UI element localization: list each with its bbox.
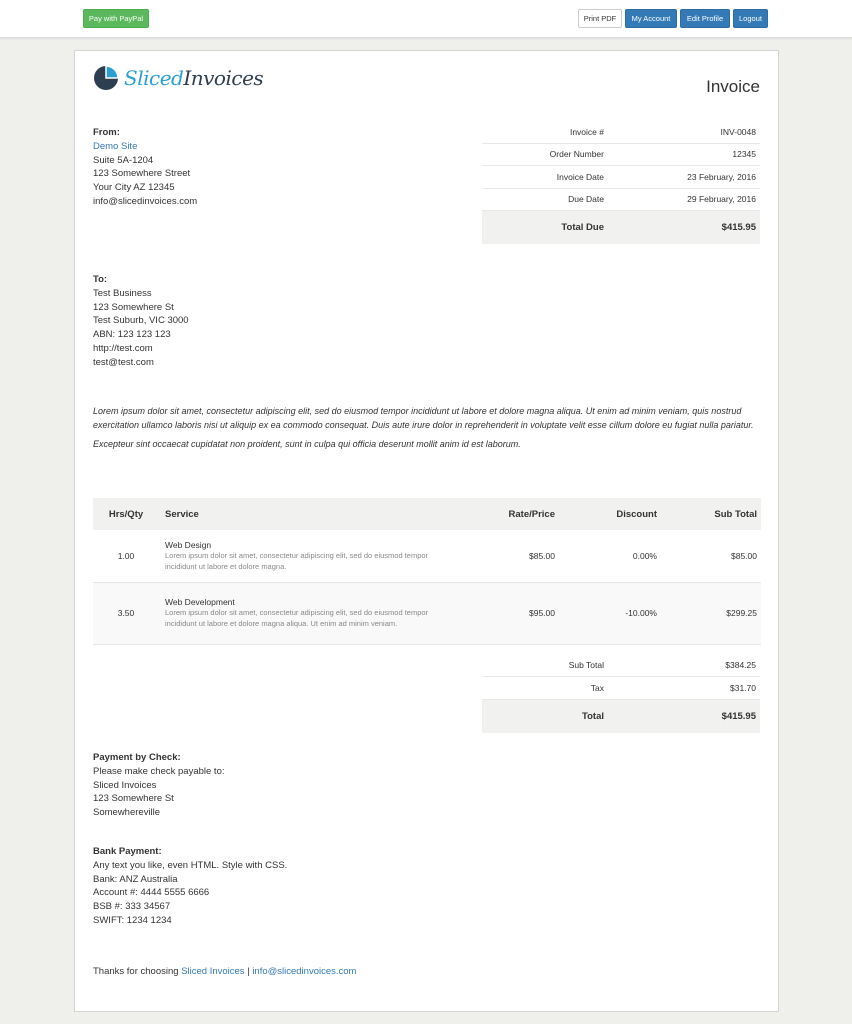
header-rate: Rate/Price xyxy=(459,498,555,530)
logout-button[interactable]: Logout xyxy=(733,9,768,28)
footer-sliced-invoices-link[interactable]: Sliced Invoices xyxy=(181,966,245,977)
total-value: $415.95 xyxy=(721,711,756,722)
edit-profile-button[interactable]: Edit Profile xyxy=(680,9,730,28)
payment-check-line: 123 Somewhere St xyxy=(93,793,174,805)
meta-key: Order Number xyxy=(549,149,604,160)
tax-value: $31.70 xyxy=(730,683,756,693)
subtotal-label: Sub Total xyxy=(568,660,604,670)
header-discount: Discount xyxy=(555,498,657,530)
meta-key: Invoice Date xyxy=(556,171,604,182)
bank-line: SWIFT: 1234 1234 xyxy=(93,914,172,926)
bank-line: Account #: 4444 5555 6666 xyxy=(93,887,210,899)
meta-row xyxy=(482,121,760,144)
cell-discount: -10.00% xyxy=(555,582,657,644)
invoice-meta-table xyxy=(482,121,760,244)
bank-line: Bank: ANZ Australia xyxy=(93,873,178,885)
cell-subtotal: $299.25 xyxy=(657,582,761,644)
payment-check-line: Sliced Invoices xyxy=(93,779,157,791)
header-qty: Hrs/Qty xyxy=(93,498,159,530)
cell-qty: 3.50 xyxy=(93,582,159,644)
subtotal-row xyxy=(482,654,760,677)
total-label: Total xyxy=(582,711,604,722)
cell-service xyxy=(159,530,459,582)
cell-rate: $95.00 xyxy=(459,582,555,644)
from-name-link[interactable]: Demo Site xyxy=(93,140,138,152)
from-label: From: xyxy=(93,127,120,138)
bank-payment-label: Bank Payment: xyxy=(93,846,162,857)
meta-value: INV-0048 xyxy=(720,126,756,137)
invoice-document xyxy=(74,50,779,1012)
service-title: Web Development xyxy=(165,597,235,607)
from-address xyxy=(93,126,197,209)
to-line: Test Suburb, VIC 3000 xyxy=(93,315,189,327)
meta-value: 23 February, 2016 xyxy=(687,171,756,182)
page-title: Invoice xyxy=(706,77,760,96)
from-line: Suite 5A-1204 xyxy=(93,154,154,166)
header-service: Service xyxy=(159,498,459,530)
bank-payment xyxy=(93,845,287,928)
bank-line: BSB #: 333 34567 xyxy=(93,901,171,913)
logo xyxy=(93,63,263,93)
tax-row xyxy=(482,677,760,700)
table-header-row xyxy=(93,498,761,530)
top-toolbar xyxy=(0,0,852,38)
subtotal-value: $384.25 xyxy=(725,660,756,670)
from-email: info@slicedinvoices.com xyxy=(93,195,198,207)
notes-paragraph: Excepteur sint occaecat cupidatat non proident, sunt in culpa qui officia deserunt mollit anim id est laborum. xyxy=(93,439,521,450)
payment-check-line: Please make check payable to: xyxy=(93,765,225,777)
meta-key: Invoice # xyxy=(569,126,604,137)
header-subtotal: Sub Total xyxy=(657,498,761,530)
footer-separator: | xyxy=(244,966,253,977)
print-pdf-button[interactable]: Print PDF xyxy=(578,9,622,28)
service-description: Lorem ipsum dolor sit amet, consectetur adipiscing elit, sed do eiusmod tempor incididunt ut labore et dolore magna aliqua. Ut enim ad minim veniam. xyxy=(165,608,429,628)
meta-value: 12345 xyxy=(732,149,756,160)
logo-text-invoices: Invoices xyxy=(183,66,264,90)
notes-paragraph: Lorem ipsum dolor sit amet, consectetur adipiscing elit, sed do eiusmod tempor incididunt ut labore et dolore magna aliqua. Ut enim ad minim veniam, quis nostrud exercitation ullamco laboris nisi ut aliquip ex ea commodo consequat. Duis aute irure dolor in reprehenderit in voluptate velit esse cillum dolore eu fugiat nulla pariatur. xyxy=(93,406,754,430)
totals-table xyxy=(482,654,760,733)
to-address xyxy=(93,273,189,370)
to-line: ABN: 123 123 123 xyxy=(93,329,171,341)
bank-line: Any text you like, even HTML. Style with CSS. xyxy=(93,859,288,871)
to-line: test@test.com xyxy=(93,356,154,368)
pie-chart-icon xyxy=(93,65,119,91)
meta-key: Due Date xyxy=(568,194,604,205)
to-line: Test Business xyxy=(93,287,152,299)
payment-check-line: Somewhereville xyxy=(93,807,161,819)
to-line: http://test.com xyxy=(93,342,153,354)
my-account-button[interactable]: My Account xyxy=(625,9,677,28)
meta-row xyxy=(482,166,760,189)
pay-with-paypal-button[interactable]: Pay with PayPal xyxy=(83,9,149,28)
service-description: Lorem ipsum dolor sit amet, consectetur adipiscing elit, sed do eiusmod tempor incididunt ut labore et dolore magna. xyxy=(165,550,429,571)
logo-text xyxy=(124,66,263,90)
meta-row xyxy=(482,189,760,212)
to-label: To: xyxy=(93,274,108,285)
cell-subtotal: $85.00 xyxy=(657,530,761,582)
line-items-table xyxy=(93,498,761,645)
meta-value: 29 February, 2016 xyxy=(687,194,756,205)
table-row xyxy=(93,530,761,582)
cell-discount: 0.00% xyxy=(555,530,657,582)
footer-text: Thanks for choosing xyxy=(93,966,182,977)
payment-check-label: Payment by Check: xyxy=(93,752,181,763)
total-due-label: Total Due xyxy=(561,222,604,233)
from-line: 123 Somewhere Street xyxy=(93,168,191,180)
footer-email-link[interactable]: info@slicedinvoices.com xyxy=(252,966,357,977)
total-row xyxy=(482,700,760,733)
from-line: Your City AZ 12345 xyxy=(93,182,175,194)
payment-by-check xyxy=(93,751,225,820)
service-title: Web Design xyxy=(165,539,212,550)
cell-rate: $85.00 xyxy=(459,530,555,582)
to-line: 123 Somewhere St xyxy=(93,301,174,313)
total-due-row xyxy=(482,211,760,244)
cell-service xyxy=(159,582,459,644)
cell-qty: 1.00 xyxy=(93,530,159,582)
meta-row xyxy=(482,144,760,167)
invoice-notes xyxy=(93,405,761,458)
total-due-value: $415.95 xyxy=(721,222,756,233)
footer xyxy=(93,966,356,977)
tax-label: Tax xyxy=(590,683,604,693)
table-row xyxy=(93,582,761,644)
logo-text-sliced: Sliced xyxy=(124,66,184,90)
